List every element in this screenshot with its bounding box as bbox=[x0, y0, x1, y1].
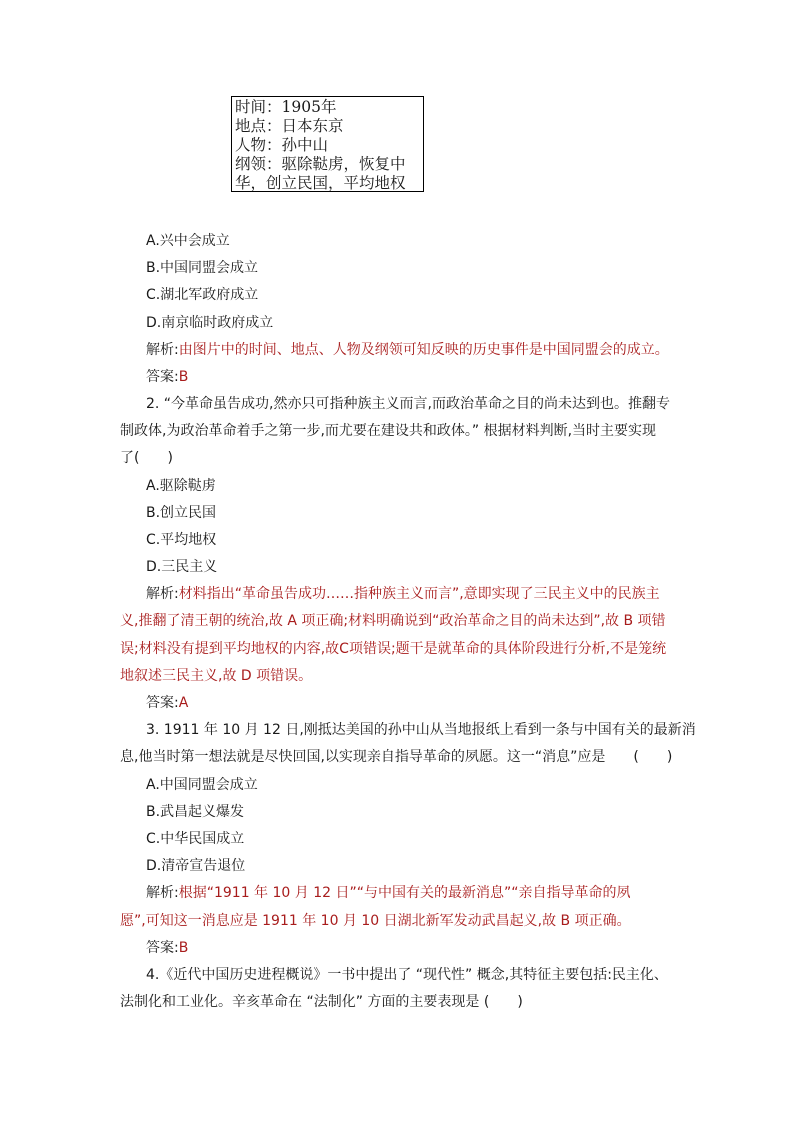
answer-label: 答案: bbox=[146, 695, 179, 711]
q1-option-b: B.中国同盟会成立 bbox=[146, 260, 259, 276]
info-line: 地点：日本东京 bbox=[235, 117, 344, 135]
analysis-text: 根据“1911 年 10 月 12 日”“与中国有关的最新消息”“亲自指导革命的夙 bbox=[178, 885, 631, 901]
q4-stem-line: 4.《近代中国历史进程概说》一书中提出了 “现代性” 概念,其特征主要包括:民主化、 bbox=[146, 967, 668, 983]
q3-option-c: C.中华民国成立 bbox=[146, 831, 245, 847]
q1-option-a: A.兴中会成立 bbox=[146, 233, 230, 249]
q2-analysis-line: 误;材料没有提到平均地权的内容,故C项错误;题干是就革命的具体阶段进行分析,不是笼统 bbox=[120, 641, 667, 657]
answer-value: B bbox=[178, 940, 189, 956]
q1-answer bbox=[146, 367, 188, 387]
info-line: 时间：1905年 bbox=[235, 98, 337, 116]
analysis-text: 由图片中的时间、地点、人物及纲领可知反映的历史事件是中国同盟会的成立。 bbox=[178, 342, 669, 358]
q1-option-c: C.湖北军政府成立 bbox=[146, 287, 259, 303]
answer-value: B bbox=[178, 369, 189, 385]
q3-stem-line: 息,他当时第一想法就是尽快回国,以实现亲自指导革命的夙愿。这一“消息”应是 ( ) bbox=[120, 749, 673, 765]
answer-label: 答案: bbox=[146, 369, 179, 385]
analysis-label: 解析: bbox=[146, 586, 179, 602]
q2-option-d: D.三民主义 bbox=[146, 559, 218, 575]
info-line: 人物：孙中山 bbox=[235, 136, 329, 154]
q2-stem-line: 2. “今革命虽告成功,然亦只可指种族主义而言,而政治革命之目的尚未达到也。推翻专 bbox=[146, 396, 670, 412]
q3-option-a: A.中国同盟会成立 bbox=[146, 777, 258, 793]
analysis-label: 解析: bbox=[146, 885, 179, 901]
q2-option-b: B.创立民国 bbox=[146, 505, 217, 521]
q2-analysis-line: 地叙述三民主义,故 D 项错误。 bbox=[120, 668, 313, 684]
q2-analysis bbox=[146, 584, 660, 604]
q1-analysis bbox=[146, 340, 669, 360]
analysis-text: 材料指出“革命虽告成功……指种族主义而言”,意即实现了三民主义中的民族主 bbox=[178, 586, 660, 602]
q3-option-b: B.武昌起义爆发 bbox=[146, 804, 245, 820]
info-box bbox=[231, 96, 424, 192]
info-line: 纲领：驱除鞑虏，恢复中 bbox=[235, 155, 406, 173]
q3-option-d: D.清帝宣告退位 bbox=[146, 858, 246, 874]
q2-option-c: C.平均地权 bbox=[146, 532, 217, 548]
q2-option-a: A.驱除鞑虏 bbox=[146, 478, 216, 494]
q3-analysis bbox=[146, 883, 631, 903]
answer-value: A bbox=[178, 695, 189, 711]
answer-label: 答案: bbox=[146, 940, 179, 956]
analysis-label: 解析: bbox=[146, 342, 179, 358]
q3-stem-line: 3. 1911 年 10 月 12 日,刚抵达美国的孙中山从当地报纸上看到一条与中国有关的最新消 bbox=[146, 722, 696, 738]
q3-answer bbox=[146, 938, 188, 958]
q4-stem-line: 法制化和工业化。辛亥革命在 “法制化” 方面的主要表现是 ( ) bbox=[120, 994, 523, 1010]
q3-analysis-line: 愿”,可知这一消息应是 1911 年 10 月 10 日湖北新军发动武昌起义,故 B 项正确。 bbox=[120, 913, 631, 929]
q2-analysis-line: 义,推翻了清王朝的统治,故 A 项正确;材料明确说到“政治革命之目的尚未达到”,故 B 项错 bbox=[120, 613, 666, 629]
info-line: 华，创立民国，平均地权 bbox=[235, 174, 406, 192]
q2-answer bbox=[146, 693, 188, 713]
q1-option-d: D.南京临时政府成立 bbox=[146, 315, 274, 331]
q2-stem-line: 了( ) bbox=[120, 450, 173, 466]
q2-stem-line: 制政体,为政治革命着手之第一步,而尤要在建设共和政体。” 根据材料判断,当时主要实现 bbox=[120, 423, 657, 439]
